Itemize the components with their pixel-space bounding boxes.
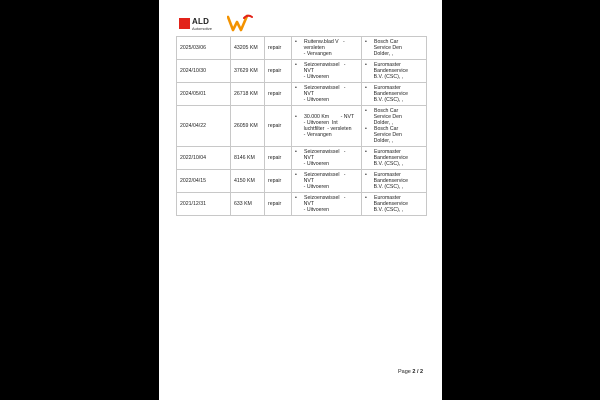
w-logo-icon	[227, 14, 253, 32]
date-cell: 2024/10/30	[177, 60, 231, 83]
location-line: • Euromaster	[365, 195, 401, 201]
type-cell: repair	[265, 193, 292, 216]
location-line: B.V. (CSC), ,	[365, 207, 404, 213]
location-cell	[362, 60, 427, 83]
description-line: NVT	[295, 91, 315, 97]
description-line: - Uitvoeren Int	[295, 120, 338, 126]
table-row	[177, 83, 427, 106]
type-cell: repair	[265, 37, 292, 60]
date-cell: 2025/03/06	[177, 37, 231, 60]
type-cell: repair	[265, 83, 292, 106]
date-cell: 2024/04/22	[177, 106, 231, 147]
table-row	[177, 37, 427, 60]
location-line: • Euromaster	[365, 85, 401, 91]
location-line: Bandenservice	[365, 91, 408, 97]
mileage-cell: 8146 KM	[231, 147, 265, 170]
description-line: NVT	[295, 155, 315, 161]
mileage-cell: 37629 KM	[231, 60, 265, 83]
document-page	[159, 0, 442, 400]
location-line: Dolder, ,	[365, 120, 393, 126]
table-row	[177, 147, 427, 170]
location-cell	[362, 37, 427, 60]
type-cell: repair	[265, 106, 292, 147]
mileage-cell: 633 KM	[231, 193, 265, 216]
location-line: Service Den	[365, 132, 402, 138]
logo-subtitle: Automotive	[192, 26, 213, 31]
location-line: B.V. (CSC), ,	[365, 97, 404, 103]
table-row	[177, 106, 427, 147]
description-line: - Vervangen	[295, 132, 332, 138]
location-cell	[362, 83, 427, 106]
description-cell	[292, 170, 362, 193]
date-cell: 2021/12/31	[177, 193, 231, 216]
location-line: B.V. (CSC), ,	[365, 161, 404, 167]
location-cell	[362, 170, 427, 193]
table-row	[177, 193, 427, 216]
description-line: • Seizoenswissel -	[295, 195, 346, 201]
description-line: • Seizoenswissel -	[295, 62, 346, 68]
location-line: Bandenservice	[365, 155, 408, 161]
maintenance-history-table	[176, 36, 427, 216]
description-line: • 30.000 Km - NVT	[295, 114, 355, 120]
logo-name: ALD	[192, 17, 210, 26]
description-cell	[292, 83, 362, 106]
ald-automotive-logo	[179, 18, 259, 38]
location-line: • Bosch Car	[365, 108, 399, 114]
description-cell	[292, 60, 362, 83]
description-line: - Uitvoeren	[295, 74, 330, 80]
location-line: • Bosch Car	[365, 126, 399, 132]
page-number: Page 2 / 2	[398, 369, 424, 375]
mileage-cell: 4150 KM	[231, 170, 265, 193]
location-line: Bandenservice	[365, 68, 408, 74]
description-line: • Ruitenw.blad V -	[295, 39, 345, 45]
description-line: NVT	[295, 178, 315, 184]
location-line: Bandenservice	[365, 178, 408, 184]
description-line: • Seizoenswissel -	[295, 172, 346, 178]
description-line: - Uitvoeren	[295, 207, 330, 213]
location-line: Bandenservice	[365, 201, 408, 207]
type-cell: repair	[265, 60, 292, 83]
table-row	[177, 60, 427, 83]
description-line: • Seizoenswissel -	[295, 85, 346, 91]
description-line: - Uitvoeren	[295, 161, 330, 167]
location-line: Service Den	[365, 114, 402, 120]
mileage-cell: 26718 KM	[231, 83, 265, 106]
description-line: NVT	[295, 68, 315, 74]
type-cell: repair	[265, 147, 292, 170]
location-line: Dolder, ,	[365, 51, 393, 57]
logo-red-square	[179, 18, 190, 29]
location-line: Service Den	[365, 45, 402, 51]
location-line: B.V. (CSC), ,	[365, 184, 404, 190]
description-cell	[292, 193, 362, 216]
description-line: - Uitvoeren	[295, 184, 330, 190]
type-cell: repair	[265, 170, 292, 193]
description-cell	[292, 106, 362, 147]
location-line: • Bosch Car	[365, 39, 399, 45]
description-cell	[292, 147, 362, 170]
description-line: NVT	[295, 201, 315, 207]
location-line: B.V. (CSC), ,	[365, 74, 404, 80]
description-line: - Vervangen	[295, 51, 332, 57]
location-cell	[362, 193, 427, 216]
location-line: • Euromaster	[365, 62, 401, 68]
mileage-cell: 43205 KM	[231, 37, 265, 60]
table-row	[177, 170, 427, 193]
location-cell	[362, 147, 427, 170]
date-cell: 2024/05/01	[177, 83, 231, 106]
date-cell: 2022/04/15	[177, 170, 231, 193]
location-line: • Euromaster	[365, 149, 401, 155]
description-line: • Seizoenswissel -	[295, 149, 346, 155]
location-cell	[362, 106, 427, 147]
date-cell: 2022/10/04	[177, 147, 231, 170]
description-line: versleten	[295, 45, 325, 51]
description-line: - Uitvoeren	[295, 97, 330, 103]
mileage-cell: 26059 KM	[231, 106, 265, 147]
description-line: luchtfilter - versleten	[295, 126, 352, 132]
description-cell	[292, 37, 362, 60]
location-line: • Euromaster	[365, 172, 401, 178]
location-line: Dolder, ,	[365, 138, 393, 144]
